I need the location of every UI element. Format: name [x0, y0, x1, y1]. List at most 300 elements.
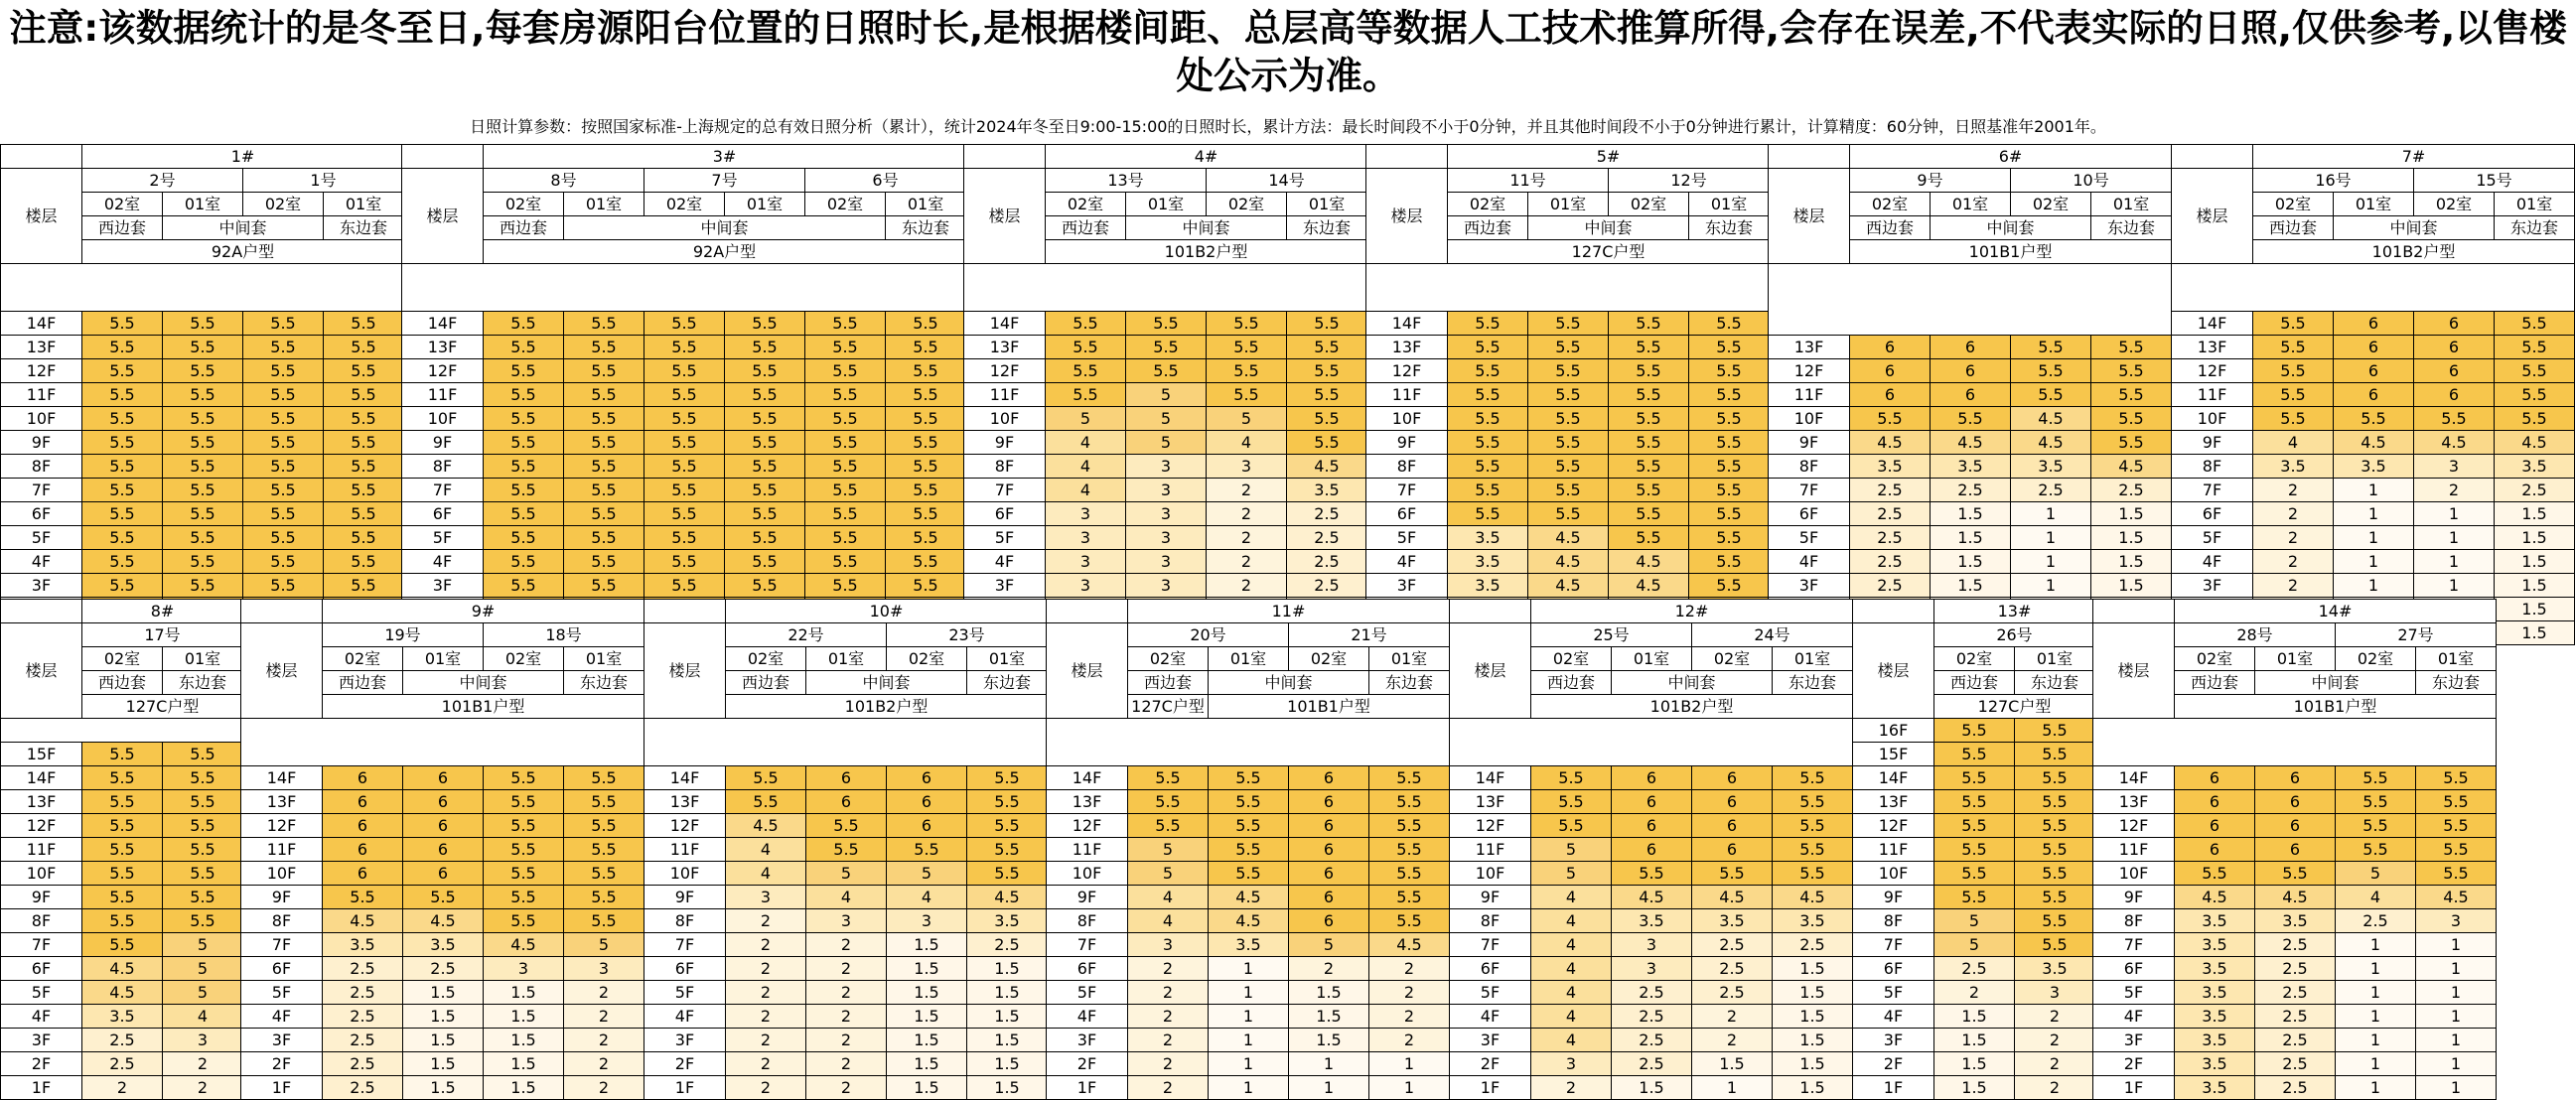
sunlight-hours-cell: 5.5 — [1207, 312, 1287, 336]
room-number: 01室 — [2334, 193, 2414, 216]
room-number: 01室 — [564, 193, 644, 216]
table-row — [1, 909, 243, 933]
table-row — [1366, 336, 1770, 359]
floor-label: 6F — [1853, 957, 1934, 981]
sunlight-hours-cell: 5.5 — [725, 479, 805, 502]
sunlight-hours-cell: 6 — [323, 862, 403, 886]
room-number: 01室 — [1689, 193, 1770, 216]
sunlight-hours-cell: 5.5 — [1609, 479, 1689, 502]
floor-label: 6F — [964, 502, 1046, 526]
room-number: 01室 — [324, 193, 404, 216]
empty-floor-area — [1450, 719, 1853, 766]
sunlight-hours-cell: 2.5 — [2255, 981, 2336, 1005]
floor-label: 2F — [1450, 1052, 1531, 1076]
unit-position: 西边套 — [1934, 671, 2015, 695]
floor-label: 14F — [1853, 766, 1934, 790]
sunlight-hours-cell: 5.5 — [2495, 336, 2575, 359]
sunlight-hours-cell: 1 — [1369, 1052, 1450, 1076]
sunlight-hours-cell: 5.5 — [82, 359, 163, 383]
sunlight-hours-cell: 6 — [2334, 312, 2414, 336]
sunlight-hours-cell: 5.5 — [1528, 479, 1609, 502]
sunlight-hours-cell: 6 — [2255, 814, 2336, 838]
sunlight-hours-cell: 5 — [1126, 383, 1207, 407]
floor-label: 6F — [644, 957, 726, 981]
unit-name: 27号 — [2336, 623, 2497, 647]
table-row — [1450, 1052, 1853, 1076]
sunlight-hours-cell: 6 — [1931, 383, 2011, 407]
sunlight-hours-cell: 5.5 — [1528, 407, 1609, 431]
floor-label: 14F — [1450, 766, 1531, 790]
sunlight-hours-cell: 5.5 — [725, 383, 805, 407]
floor-label: 11F — [964, 383, 1046, 407]
corner-blank — [241, 600, 323, 623]
floor-label: 1F — [1, 1076, 82, 1100]
sunlight-hours-cell: 2 — [1207, 550, 1287, 574]
sunlight-hours-cell: 5.5 — [1369, 909, 1450, 933]
table-row — [1, 479, 404, 502]
floor-label: 5F — [644, 981, 726, 1005]
sunlight-hours-cell: 1.5 — [967, 981, 1048, 1005]
unit-position: 东边套 — [324, 216, 404, 240]
sunlight-hours-cell: 4 — [1531, 981, 1612, 1005]
sunlight-hours-cell: 5.5 — [725, 312, 805, 336]
unit-position: 中间套 — [1612, 671, 1773, 695]
sunlight-hours-cell: 2 — [1692, 1005, 1773, 1029]
table-row — [2172, 479, 2575, 502]
sunlight-hours-cell: 5.5 — [2336, 838, 2416, 862]
table-row — [1366, 431, 1770, 455]
corner-blank — [402, 145, 484, 169]
table-row — [1, 933, 243, 957]
sunlight-hours-cell: 2.5 — [2011, 479, 2091, 502]
sunlight-hours-cell: 2.5 — [2255, 957, 2336, 981]
sunlight-hours-cell: 4.5 — [1773, 886, 1853, 909]
room-number: 01室 — [2255, 647, 2336, 671]
table-row — [1047, 1005, 1450, 1029]
table-row — [241, 957, 644, 981]
sunlight-hours-cell: 3 — [1612, 957, 1692, 981]
sunlight-hours-cell: 1 — [2416, 957, 2497, 981]
sunlight-hours-cell: 2 — [1531, 1076, 1612, 1100]
sunlight-hours-cell: 3 — [887, 909, 967, 933]
unit-position: 西边套 — [2253, 216, 2334, 240]
sunlight-hours-cell: 1.5 — [967, 1029, 1048, 1052]
table-row — [1769, 502, 2172, 526]
sunlight-hours-cell: 5.5 — [163, 790, 243, 814]
floor-label: 8F — [1769, 455, 1850, 479]
table-row — [2093, 766, 2497, 790]
sunlight-hours-cell: 5.5 — [806, 838, 887, 862]
floor-label: 13F — [2093, 790, 2175, 814]
sunlight-hours-cell: 5.5 — [1209, 862, 1289, 886]
floor-label: 12F — [1450, 814, 1531, 838]
floor-label: 14F — [1366, 312, 1448, 336]
sunlight-hours-cell: 1.5 — [967, 1076, 1048, 1100]
unit-position: 中间套 — [403, 671, 564, 695]
sunlight-hours-cell: 5.5 — [644, 574, 725, 598]
sunlight-hours-cell: 4 — [1207, 431, 1287, 455]
table-row — [2093, 1005, 2497, 1029]
sunlight-hours-cell: 3.5 — [1850, 455, 1931, 479]
sunlight-hours-cell: 5.5 — [1287, 383, 1367, 407]
floor-label: 7F — [1769, 479, 1850, 502]
sunlight-hours-cell: 5 — [2336, 862, 2416, 886]
room-number: 01室 — [564, 647, 644, 671]
sunlight-hours-cell: 5.5 — [644, 550, 725, 574]
sunlight-hours-cell: 5.5 — [1934, 886, 2015, 909]
unit-position: 西边套 — [82, 216, 163, 240]
sunlight-hours-cell: 5.5 — [1209, 838, 1289, 862]
sunlight-hours-cell: 5.5 — [886, 526, 966, 550]
floor-label: 10F — [1769, 407, 1850, 431]
sunlight-hours-cell: 4.5 — [2175, 886, 2255, 909]
building-table-2 — [401, 144, 966, 645]
sunlight-hours-cell: 1 — [2336, 1029, 2416, 1052]
sunlight-hours-cell: 5.5 — [1609, 455, 1689, 479]
corner-blank — [2172, 145, 2253, 169]
floor-label: 11F — [241, 838, 323, 862]
table-row — [1769, 336, 2172, 359]
sunlight-hours-cell: 2.5 — [323, 1029, 403, 1052]
sunlight-hours-cell: 1 — [1692, 1076, 1773, 1100]
sunlight-hours-cell: 5.5 — [1934, 862, 2015, 886]
floor-label: 12F — [964, 359, 1046, 383]
sunlight-hours-cell: 6 — [2175, 790, 2255, 814]
table-row — [402, 526, 966, 550]
sunlight-hours-cell: 1.5 — [484, 1052, 564, 1076]
table-row — [241, 862, 644, 886]
sunlight-hours-cell: 2 — [1207, 526, 1287, 550]
sunlight-hours-cell: 5.5 — [82, 909, 163, 933]
table-row — [402, 502, 966, 526]
floor-label: 11F — [1853, 838, 1934, 862]
sunlight-hours-cell: 2 — [1369, 1005, 1450, 1029]
sunlight-hours-cell: 3.5 — [2255, 909, 2336, 933]
sunlight-hours-cell: 5.5 — [1448, 455, 1528, 479]
building-table-12 — [1852, 599, 2095, 1100]
floor-label: 8F — [1, 909, 82, 933]
sunlight-hours-cell: 5.5 — [564, 790, 644, 814]
sunlight-hours-cell: 2 — [2253, 550, 2334, 574]
floor-label: 4F — [1, 550, 82, 574]
unit-position: 东边套 — [2495, 216, 2575, 240]
floor-label: 14F — [241, 766, 323, 790]
table-row — [1853, 743, 2095, 766]
table-row — [1450, 790, 1853, 814]
floor-column-header: 楼层 — [964, 169, 1046, 264]
sunlight-hours-cell: 5.5 — [2334, 407, 2414, 431]
sunlight-hours-cell: 6 — [1289, 766, 1369, 790]
floor-label: 13F — [1366, 336, 1448, 359]
unit-position: 中间套 — [806, 671, 967, 695]
sunlight-hours-cell: 5.5 — [886, 312, 966, 336]
sunlight-hours-cell: 1 — [1209, 1029, 1289, 1052]
sunlight-hours-cell: 3.5 — [2175, 957, 2255, 981]
sunlight-hours-cell: 5.5 — [484, 814, 564, 838]
sunlight-hours-cell: 5.5 — [644, 455, 725, 479]
sunlight-hours-cell: 1.5 — [403, 1005, 484, 1029]
sunlight-hours-cell: 5 — [1207, 407, 1287, 431]
sunlight-hours-cell: 5.5 — [1689, 431, 1770, 455]
unit-name: 28号 — [2175, 623, 2336, 647]
sunlight-hours-cell: 2 — [1369, 981, 1450, 1005]
unit-name: 25号 — [1531, 623, 1692, 647]
sunlight-hours-cell: 2.5 — [2336, 909, 2416, 933]
room-number: 02室 — [484, 647, 564, 671]
sunlight-hours-cell: 5.5 — [1934, 790, 2015, 814]
sunlight-hours-cell: 1.5 — [1931, 574, 2011, 598]
floor-label: 5F — [1769, 526, 1850, 550]
unit-type: 101B2户型 — [1531, 695, 1853, 719]
floor-label: 9F — [1853, 886, 1934, 909]
table-row — [1853, 719, 2095, 743]
sunlight-hours-cell: 5.5 — [1126, 312, 1207, 336]
sunlight-hours-cell: 6 — [323, 838, 403, 862]
table-row — [1853, 814, 2095, 838]
sunlight-hours-cell: 3.5 — [2015, 957, 2095, 981]
unit-name: 11号 — [1448, 169, 1609, 193]
floor-label: 5F — [241, 981, 323, 1005]
floor-label: 10F — [644, 862, 726, 886]
unit-position: 西边套 — [82, 671, 163, 695]
sunlight-hours-cell: 5.5 — [243, 574, 324, 598]
sunlight-hours-cell: 1 — [1209, 1076, 1289, 1100]
sunlight-hours-cell: 3 — [806, 909, 887, 933]
room-number: 02室 — [805, 193, 886, 216]
sunlight-hours-cell: 1 — [1209, 981, 1289, 1005]
sunlight-hours-cell: 5.5 — [564, 336, 644, 359]
sunlight-hours-cell: 4.5 — [2414, 431, 2495, 455]
floor-label: 9F — [1450, 886, 1531, 909]
sunlight-hours-cell: 5.5 — [564, 909, 644, 933]
unit-type: 127C户型 — [82, 695, 243, 719]
sunlight-hours-cell: 1.5 — [2495, 502, 2575, 526]
sunlight-hours-cell: 4.5 — [323, 909, 403, 933]
sunlight-hours-cell: 6 — [2255, 838, 2336, 862]
table-row — [1853, 981, 2095, 1005]
floor-label: 14F — [402, 312, 484, 336]
sunlight-hours-cell: 5.5 — [1448, 431, 1528, 455]
sunlight-hours-cell: 6 — [1692, 838, 1773, 862]
unit-name: 23号 — [887, 623, 1048, 647]
floor-label: 10F — [402, 407, 484, 431]
sunlight-hours-cell: 1.5 — [1773, 1076, 1853, 1100]
floor-label: 4F — [1853, 1005, 1934, 1029]
table-row — [1450, 862, 1853, 886]
sunlight-hours-cell: 5.5 — [163, 431, 243, 455]
table-row — [1450, 909, 1853, 933]
floor-label: 8F — [2093, 909, 2175, 933]
floor-label: 7F — [1, 479, 82, 502]
sunlight-hours-cell: 3 — [1046, 502, 1126, 526]
sunlight-hours-cell: 5.5 — [163, 574, 243, 598]
building-table-4 — [1365, 144, 1770, 645]
sunlight-hours-cell: 1.5 — [887, 981, 967, 1005]
floor-label: 14F — [2172, 312, 2253, 336]
sunlight-hours-cell: 1.5 — [967, 1052, 1048, 1076]
room-number: 01室 — [2416, 647, 2497, 671]
building-table-9 — [644, 599, 1048, 1100]
table-row — [1, 574, 404, 598]
sunlight-hours-cell: 3 — [1046, 526, 1126, 550]
unit-name: 8号 — [484, 169, 644, 193]
sunlight-hours-cell: 5.5 — [644, 502, 725, 526]
sunlight-hours-cell: 5.5 — [484, 526, 564, 550]
floor-label: 13F — [402, 336, 484, 359]
table-row — [644, 981, 1048, 1005]
building-name: 8# — [82, 600, 243, 623]
sunlight-hours-cell: 3.5 — [2175, 1076, 2255, 1100]
sunlight-hours-cell: 3 — [1046, 574, 1126, 598]
sunlight-hours-cell: 2 — [1128, 1052, 1209, 1076]
sunlight-hours-cell: 5.5 — [725, 574, 805, 598]
sunlight-hours-cell: 6 — [1850, 383, 1931, 407]
floor-label: 11F — [644, 838, 726, 862]
sunlight-hours-cell: 5.5 — [2091, 336, 2172, 359]
floor-label: 12F — [1769, 359, 1850, 383]
unit-position: 中间套 — [564, 216, 886, 240]
sunlight-hours-cell: 2.5 — [2255, 1029, 2336, 1052]
sunlight-hours-cell: 5.5 — [163, 526, 243, 550]
sunlight-hours-cell: 2.5 — [1612, 1005, 1692, 1029]
floor-label: 6F — [1450, 957, 1531, 981]
sunlight-hours-cell: 1 — [2334, 550, 2414, 574]
sunlight-hours-cell: 5.5 — [2253, 359, 2334, 383]
sunlight-hours-cell: 5.5 — [484, 431, 564, 455]
sunlight-hours-cell: 1 — [2414, 550, 2495, 574]
sunlight-hours-cell: 4.5 — [82, 981, 163, 1005]
table-row — [644, 957, 1048, 981]
sunlight-hours-cell: 1.5 — [887, 1076, 967, 1100]
building-name: 11# — [1128, 600, 1450, 623]
floor-label: 12F — [1047, 814, 1128, 838]
table-row — [2093, 886, 2497, 909]
sunlight-hours-cell: 4.5 — [2416, 886, 2497, 909]
floor-label: 11F — [1, 838, 82, 862]
sunlight-hours-cell: 5.5 — [2011, 336, 2091, 359]
sunlight-hours-cell: 5.5 — [2495, 407, 2575, 431]
room-number: 01室 — [1287, 193, 1367, 216]
sunlight-hours-cell: 4.5 — [967, 886, 1048, 909]
floor-label: 10F — [1366, 407, 1448, 431]
sunlight-hours-cell: 4.5 — [1612, 886, 1692, 909]
sunlight-hours-cell: 5.5 — [1207, 336, 1287, 359]
building-name: 12# — [1531, 600, 1853, 623]
sunlight-hours-cell: 2.5 — [2495, 479, 2575, 502]
sunlight-hours-cell: 2.5 — [1850, 479, 1931, 502]
sunlight-hours-cell: 5.5 — [2495, 359, 2575, 383]
building-name: 3# — [484, 145, 966, 169]
sunlight-hours-cell: 1.5 — [887, 1005, 967, 1029]
empty-floor-area — [1366, 264, 1770, 312]
sunlight-hours-cell: 5.5 — [1528, 455, 1609, 479]
table-row — [1, 359, 404, 383]
sunlight-hours-cell: 5.5 — [564, 383, 644, 407]
sunlight-hours-cell: 3 — [2414, 455, 2495, 479]
room-number: 01室 — [163, 647, 243, 671]
floor-label: 5F — [1, 981, 82, 1005]
unit-position: 东边套 — [886, 216, 966, 240]
floor-label: 8F — [402, 455, 484, 479]
unit-name: 7号 — [644, 169, 805, 193]
floor-label: 8F — [1853, 909, 1934, 933]
sunlight-hours-cell: 4.5 — [1369, 933, 1450, 957]
sunlight-hours-cell: 3.5 — [967, 909, 1048, 933]
sunlight-hours-cell: 1.5 — [1934, 1076, 2015, 1100]
unit-type: 101B1户型 — [323, 695, 644, 719]
unit-position: 中间套 — [1126, 216, 1287, 240]
sunlight-hours-cell: 5.5 — [1609, 336, 1689, 359]
unit-position: 东边套 — [1773, 671, 1853, 695]
floor-label: 16F — [1853, 719, 1934, 743]
unit-name: 22号 — [726, 623, 887, 647]
sunlight-hours-cell: 5.5 — [1209, 790, 1289, 814]
sunlight-hours-cell: 5.5 — [644, 312, 725, 336]
sunlight-hours-cell: 5.5 — [886, 431, 966, 455]
floor-column-header: 楼层 — [1, 623, 82, 719]
table-row — [402, 479, 966, 502]
sunlight-hours-cell: 5.5 — [725, 336, 805, 359]
sunlight-hours-cell: 2 — [806, 1076, 887, 1100]
sunlight-hours-cell: 3 — [1126, 479, 1207, 502]
sunlight-hours-cell: 3 — [1126, 550, 1207, 574]
sunlight-hours-cell: 4.5 — [1609, 574, 1689, 598]
sunlight-hours-cell: 5.5 — [484, 383, 564, 407]
floor-label: 9F — [1047, 886, 1128, 909]
sunlight-hours-cell: 5 — [1531, 838, 1612, 862]
sunlight-hours-cell: 5.5 — [1128, 814, 1209, 838]
floor-label: 13F — [241, 790, 323, 814]
sunlight-hours-cell: 1.5 — [1692, 1052, 1773, 1076]
table-row — [1, 407, 404, 431]
sunlight-hours-cell: 1 — [2011, 550, 2091, 574]
sunlight-hours-cell: 3.5 — [2175, 1052, 2255, 1076]
unit-type: 92A户型 — [484, 240, 966, 264]
table-row — [964, 479, 1367, 502]
sunlight-hours-cell: 6 — [1289, 886, 1369, 909]
sunlight-hours-cell: 5.5 — [644, 336, 725, 359]
table-row — [1769, 407, 2172, 431]
corner-blank — [1769, 145, 1850, 169]
sunlight-hours-cell: 5.5 — [805, 359, 886, 383]
sunlight-hours-cell: 2 — [82, 1076, 163, 1100]
table-row — [241, 790, 644, 814]
sunlight-hours-cell: 4.5 — [1209, 886, 1289, 909]
sunlight-hours-cell: 5.5 — [1369, 814, 1450, 838]
sunlight-hours-cell: 5.5 — [243, 502, 324, 526]
sunlight-hours-cell: 6 — [2255, 790, 2336, 814]
table-row — [2172, 336, 2575, 359]
room-number: 02室 — [82, 647, 163, 671]
floor-label: 8F — [1366, 455, 1448, 479]
floor-label: 2F — [1853, 1052, 1934, 1076]
sunlight-hours-cell: 2 — [1128, 1005, 1209, 1029]
sunlight-hours-cell: 2.5 — [403, 957, 484, 981]
sunlight-hours-cell: 2 — [726, 981, 806, 1005]
building-name: 13# — [1934, 600, 2095, 623]
unit-name: 13号 — [1046, 169, 1207, 193]
floor-label: 13F — [644, 790, 726, 814]
table-row — [1, 550, 404, 574]
sunlight-hours-cell: 5.5 — [1689, 455, 1770, 479]
sunlight-hours-cell: 2.5 — [1931, 479, 2011, 502]
table-row — [1, 312, 404, 336]
sunlight-hours-cell: 5 — [1128, 838, 1209, 862]
table-row — [1853, 1052, 2095, 1076]
sunlight-hours-cell: 5.5 — [2015, 719, 2095, 743]
sunlight-hours-cell: 1.5 — [1773, 1052, 1853, 1076]
room-number: 02室 — [2011, 193, 2091, 216]
